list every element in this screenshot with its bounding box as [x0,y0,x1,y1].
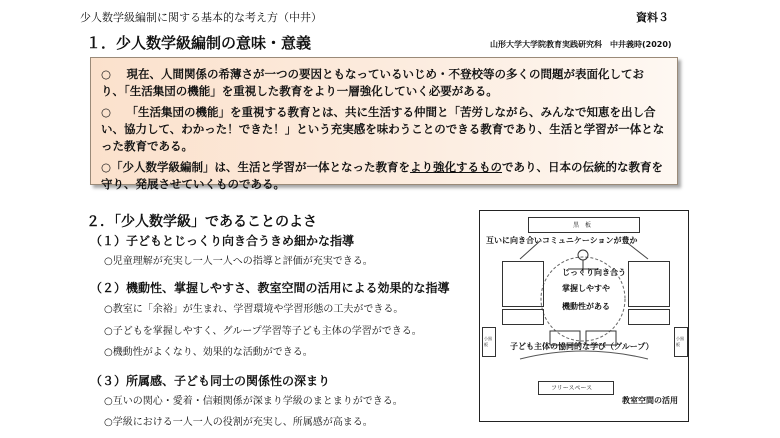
meaning-box [90,57,678,191]
document-title: 少人数学級編制に関する基本的な考え方（中井） [80,11,322,24]
meaning-paragraph-2: ○ 「生活集団の機能」を重視する教育とは、共に生活する仲間と「苦労しながら、みんなで知恵を出し合い、協力して、わかった！できた！」という充実感を味わうことのできる教育であり、生活と学習が一体となった教育である。 [101,105,665,153]
point2-title: （２）機動性、掌握しやすさ、教室空間の活用による効果的な指導 [90,281,450,295]
meaning-paragraph-1: ○ 現在、人間関係の希薄さが一つの要因ともなっているいじめ・不登校等の多くの問題が表面化しており、「生活集団の機能」を重視した教育をより一層強化していく必要がある。 [101,67,645,98]
teacher-icon [578,250,588,260]
point2-item-3: ○機動性がよくなり、効果的な活動ができる。 [104,347,313,358]
small-board-left-label: 小黒板 [484,336,492,347]
point3-item-1: ○互いの関心・愛着・信頼関係が深まり学級のまとまりができる。 [104,396,403,407]
blackboard-label: 黒 板 [573,222,592,229]
small-board-left [482,327,496,357]
free-space-label: フリースペース [551,385,593,392]
small-board-right [674,327,688,357]
point2-item-2: ○子どもを掌握しやすく、グループ学習等子ども主体の学習ができる。 [104,326,422,337]
meaning-paragraph-3: ○「少人数学級編制」は、生活と学習が一体となった教育をより強化するものであり、日本の伝統的な教育を守り、発展させていくものである。 [101,160,664,191]
focus-text-2: 掌握しやすや [562,284,610,293]
desk-block-left-top [502,261,544,307]
point1-item-1: ○児童理解が充実し一人一人への指導と評価が充実できる。 [104,256,373,267]
group-learning-label: 子ども主体の協同的な学び（グループ） [510,342,654,351]
arrow-left [520,241,540,259]
arrow-right [625,241,648,259]
point2-item-1: ○教室に「余裕」が生まれ、学習環境や学習形態の工夫ができる。 [104,304,404,315]
free-space-area [538,381,614,395]
section2-heading: ２．「少人数学級」であることのよさ [86,214,317,230]
point3-title: （３）所属感、子ども同士の関係性の深まり [90,374,331,388]
classroom-diagram [479,210,689,422]
small-board-right-label: 小黒板 [676,336,684,347]
underlined-phrase: より強化するもの [410,160,503,174]
document-reference: 資料３ [636,11,669,24]
author-credit: 山形大学大学院教育実践研究科 中井義時(2020) [490,40,672,49]
desk-block-right-bottom [628,309,670,325]
communication-label: 互いに向き合いコミュニケーションが豊か [486,236,638,245]
desk-block-right-top [628,261,670,307]
focus-text-3: 機動性がある [562,302,610,311]
group-arc [520,351,648,359]
point3-item-2: ○学級における一人一人の役割が充実し、所属感が高まる。 [104,417,373,428]
section1-heading: １．少人数学級編制の意味・意義 [86,34,312,52]
space-usage-label: 教室空間の活用 [622,396,678,405]
desk-block-left-bottom [502,309,544,325]
point1-title: （１）子どもとじっくり向き合うきめ細かな指導 [90,234,355,248]
focus-text-1: じっくり向き合う [562,268,626,277]
